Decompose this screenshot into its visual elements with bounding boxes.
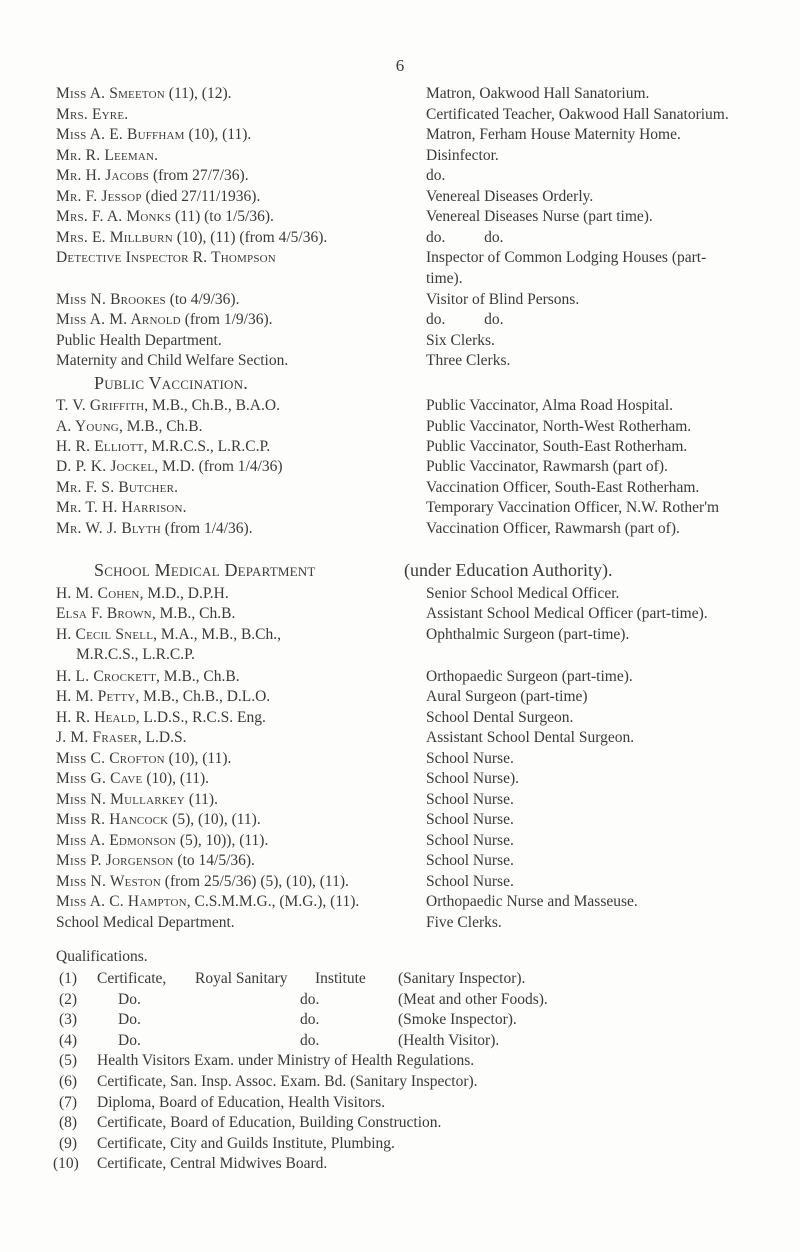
staff-name: Detective Inspector R. Thompson [56, 249, 276, 266]
staff-row [0, 124, 800, 146]
staff-name: D. P. K. Jockel, M.D. (from 1/4/36) [56, 458, 283, 475]
staff-role: Vaccination Officer, Rawmarsh (part of). [426, 520, 680, 537]
staff-name: A. Young, M.B., Ch.B. [56, 418, 203, 435]
staff-role: Orthopaedic Surgeon (part-time). [426, 668, 633, 685]
staff-role: time). [426, 270, 463, 287]
qualification-number: (10) [53, 1155, 79, 1172]
staff-row [0, 497, 800, 519]
staff-role: Three Clerks. [426, 352, 511, 369]
qualification-item [0, 1071, 800, 1093]
heading-school-authority [404, 560, 612, 581]
staff-role: Disinfector. [426, 147, 499, 164]
staff-name: J. M. Fraser, L.D.S. [56, 729, 187, 746]
staff-role: School Nurse. [426, 791, 514, 808]
staff-name: Miss A. M. Arnold (from 1/9/36). [56, 311, 273, 328]
qualification-text: Health Visitors Exam. under Ministry of Health Regulations. [97, 1052, 475, 1069]
staff-role: do. do. [426, 311, 504, 328]
staff-name: Miss P. Jorgenson (to 14/5/36). [56, 852, 255, 869]
staff-name: H. Cecil Snell, M.A., M.B., B.Ch., [56, 626, 282, 643]
staff-role: Six Clerks. [426, 332, 495, 349]
staff-row [0, 104, 800, 126]
staff-row [0, 830, 800, 852]
qualification-number: (3) [59, 1011, 78, 1028]
staff-row [0, 247, 800, 269]
staff-row [0, 395, 800, 417]
qualification-col-a: Do. [118, 1032, 141, 1049]
qualification-col-b: do. [300, 1011, 320, 1028]
staff-row [0, 436, 800, 458]
staff-row [0, 145, 800, 167]
staff-name: H. R. Heald, L.D.S., R.C.S. Eng. [56, 709, 266, 726]
qualification-item [0, 968, 800, 990]
staff-role: Visitor of Blind Persons. [426, 291, 580, 308]
staff-row [0, 891, 800, 913]
staff-name: Mrs. F. A. Monks (11) (to 1/5/36). [56, 208, 274, 225]
qualification-col-c: Institute [315, 970, 366, 987]
staff-role: School Nurse). [426, 770, 519, 787]
qualifications-heading: Qualifications. [56, 948, 148, 965]
qualifications-heading-row [0, 946, 800, 968]
staff-row [0, 186, 800, 208]
staff-row [0, 518, 800, 540]
staff-role: School Nurse. [426, 852, 514, 869]
qualification-number: (6) [59, 1073, 78, 1090]
staff-row [0, 871, 800, 893]
staff-role: School Nurse. [426, 873, 514, 890]
staff-name: H. M. Cohen, M.D., D.P.H. [56, 585, 229, 602]
qualification-item [0, 989, 800, 1011]
staff-row [0, 912, 800, 934]
staff-name: Mr. T. H. Harrison. [56, 499, 187, 516]
qualification-col-b: Royal Sanitary [195, 970, 288, 987]
page-number: 6 [395, 56, 405, 75]
staff-name: Mr. W. J. Blyth (from 1/4/36). [56, 520, 253, 537]
staff-role: School Dental Surgeon. [426, 709, 574, 726]
staff-row [0, 477, 800, 499]
staff-row [0, 83, 800, 105]
staff-name: Miss C. Crofton (10), (11). [56, 750, 232, 767]
staff-row [0, 624, 800, 646]
staff-row [0, 789, 800, 811]
staff-row [0, 330, 800, 352]
staff-row [0, 206, 800, 228]
qualification-col-b: do. [300, 991, 320, 1008]
staff-name: Mrs. Eyre. [56, 106, 129, 123]
staff-row [0, 644, 800, 666]
staff-row [0, 456, 800, 478]
staff-row [0, 727, 800, 749]
qualification-number: (9) [59, 1135, 78, 1152]
staff-role: Aural Surgeon (part-time) [426, 688, 588, 705]
staff-role: Assistant School Medical Officer (part-time). [426, 605, 708, 622]
heading-public-vaccination [94, 373, 248, 394]
qualification-number: (2) [59, 991, 78, 1008]
qualification-item [0, 1009, 800, 1031]
staff-row [0, 603, 800, 625]
staff-role: Public Vaccinator, Alma Road Hospital. [426, 397, 674, 414]
qualification-col-d: (Smoke Inspector). [398, 1011, 517, 1028]
staff-row [0, 707, 800, 729]
staff-name: Miss A. Edmonson (5), 10)), (11). [56, 832, 269, 849]
qualification-text: Certificate, San. Insp. Assoc. Exam. Bd. (Sanitary Inspector). [97, 1073, 478, 1090]
staff-name: T. V. Griffith, M.B., Ch.B., B.A.O. [56, 397, 280, 414]
qualification-col-d: (Meat and other Foods). [398, 991, 548, 1008]
staff-role: do. [426, 167, 446, 184]
staff-name: School Medical Department. [56, 914, 235, 931]
qualification-text: Diploma, Board of Education, Health Visitors. [97, 1094, 386, 1111]
staff-role: Five Clerks. [426, 914, 502, 931]
qualification-number: (7) [59, 1094, 78, 1111]
staff-name: M.R.C.S., L.R.C.P. [76, 646, 195, 663]
staff-role: Matron, Oakwood Hall Sanatorium. [426, 85, 650, 102]
staff-role: Public Vaccinator, Rawmarsh (part of). [426, 458, 668, 475]
staff-name: Mr. R. Leeman. [56, 147, 159, 164]
staff-row [0, 165, 800, 187]
qualification-number: (8) [59, 1114, 78, 1131]
qualification-text: Certificate, Board of Education, Building Construction. [97, 1114, 442, 1131]
qualification-item [0, 1133, 800, 1155]
staff-role: Temporary Vaccination Officer, N.W. Rother'm [426, 499, 720, 516]
staff-name: Miss R. Hancock (5), (10), (11). [56, 811, 261, 828]
qualification-number: (1) [59, 970, 78, 987]
qualification-col-d: (Health Visitor). [398, 1032, 500, 1049]
qualification-col-a: Do. [118, 1011, 141, 1028]
staff-name: Maternity and Child Welfare Section. [56, 352, 289, 369]
heading-text-left: School Medical Department [94, 560, 316, 580]
staff-name: Miss G. Cave (10), (11). [56, 770, 210, 787]
qualification-text: Certificate, Central Midwives Board. [97, 1155, 328, 1172]
heading-text: Public Vaccination. [94, 373, 248, 393]
staff-name: Public Health Department. [56, 332, 222, 349]
staff-role: Certificated Teacher, Oakwood Hall Sanatorium. [426, 106, 729, 123]
staff-name: Miss A. Smeeton (11), (12). [56, 85, 232, 102]
staff-row [0, 748, 800, 770]
staff-role: Venereal Diseases Nurse (part time). [426, 208, 653, 225]
staff-name: Miss N. Weston (from 25/5/36) (5), (10), (11). [56, 873, 349, 890]
staff-row [0, 583, 800, 605]
staff-row [0, 350, 800, 372]
qualification-number: (4) [59, 1032, 78, 1049]
staff-name: Mr. F. S. Butcher. [56, 479, 179, 496]
staff-name: Miss A. E. Buffham (10), (11). [56, 126, 252, 143]
staff-row [0, 666, 800, 688]
staff-row [0, 686, 800, 708]
qualification-item [0, 1092, 800, 1114]
qualification-text: Certificate, City and Guilds Institute, Plumbing. [97, 1135, 395, 1152]
staff-role: Vaccination Officer, South-East Rotherham. [426, 479, 700, 496]
staff-role: Orthopaedic Nurse and Masseuse. [426, 893, 638, 910]
staff-role: School Nurse. [426, 750, 514, 767]
staff-row [0, 768, 800, 790]
staff-name: Mr. H. Jacobs (from 27/7/36). [56, 167, 249, 184]
staff-role: School Nurse. [426, 832, 514, 849]
qualification-col-d: (Sanitary Inspector). [398, 970, 526, 987]
staff-row [0, 268, 800, 290]
staff-name: Miss N. Mullarkey (11). [56, 791, 218, 808]
staff-role: Assistant School Dental Surgeon. [426, 729, 635, 746]
staff-role: Public Vaccinator, South-East Rotherham. [426, 438, 688, 455]
qualification-item [0, 1112, 800, 1134]
staff-name: Miss N. Brookes (to 4/9/36). [56, 291, 240, 308]
staff-role: Inspector of Common Lodging Houses (part- [426, 249, 707, 266]
heading-school-medical [94, 560, 315, 581]
staff-name: Mr. F. Jessop (died 27/11/1936). [56, 188, 261, 205]
staff-name: Mrs. E. Millburn (10), (11) (from 4/5/36). [56, 229, 328, 246]
staff-row [0, 416, 800, 438]
qualification-item [0, 1030, 800, 1052]
staff-role: do. do. [426, 229, 504, 246]
qualification-item [0, 1153, 800, 1175]
staff-row [0, 309, 800, 331]
staff-role: School Nurse. [426, 811, 514, 828]
heading-text-right: (under Education Authority). [404, 560, 613, 580]
staff-name: H. R. Elliott, M.R.C.S., L.R.C.P. [56, 438, 271, 455]
staff-row [0, 289, 800, 311]
staff-name: Miss A. C. Hampton, C.S.M.M.G., (M.G.), (11). [56, 893, 360, 910]
staff-name: H. M. Petty, M.B., Ch.B., D.L.O. [56, 688, 271, 705]
staff-role: Venereal Diseases Orderly. [426, 188, 594, 205]
qualification-col-b: do. [300, 1032, 320, 1049]
qualification-col-a: Certificate, [97, 970, 167, 987]
staff-role: Matron, Ferham House Maternity Home. [426, 126, 681, 143]
staff-name: Elsa F. Brown, M.B., Ch.B. [56, 605, 236, 622]
staff-role: Public Vaccinator, North-West Rotherham. [426, 418, 692, 435]
staff-row [0, 850, 800, 872]
qualification-col-a: Do. [118, 991, 141, 1008]
staff-row [0, 227, 800, 249]
qualification-item [0, 1050, 800, 1072]
staff-role: Ophthalmic Surgeon (part-time). [426, 626, 630, 643]
qualification-number: (5) [59, 1052, 78, 1069]
staff-name: H. L. Crockett, M.B., Ch.B. [56, 668, 240, 685]
staff-role: Senior School Medical Officer. [426, 585, 620, 602]
staff-row [0, 809, 800, 831]
